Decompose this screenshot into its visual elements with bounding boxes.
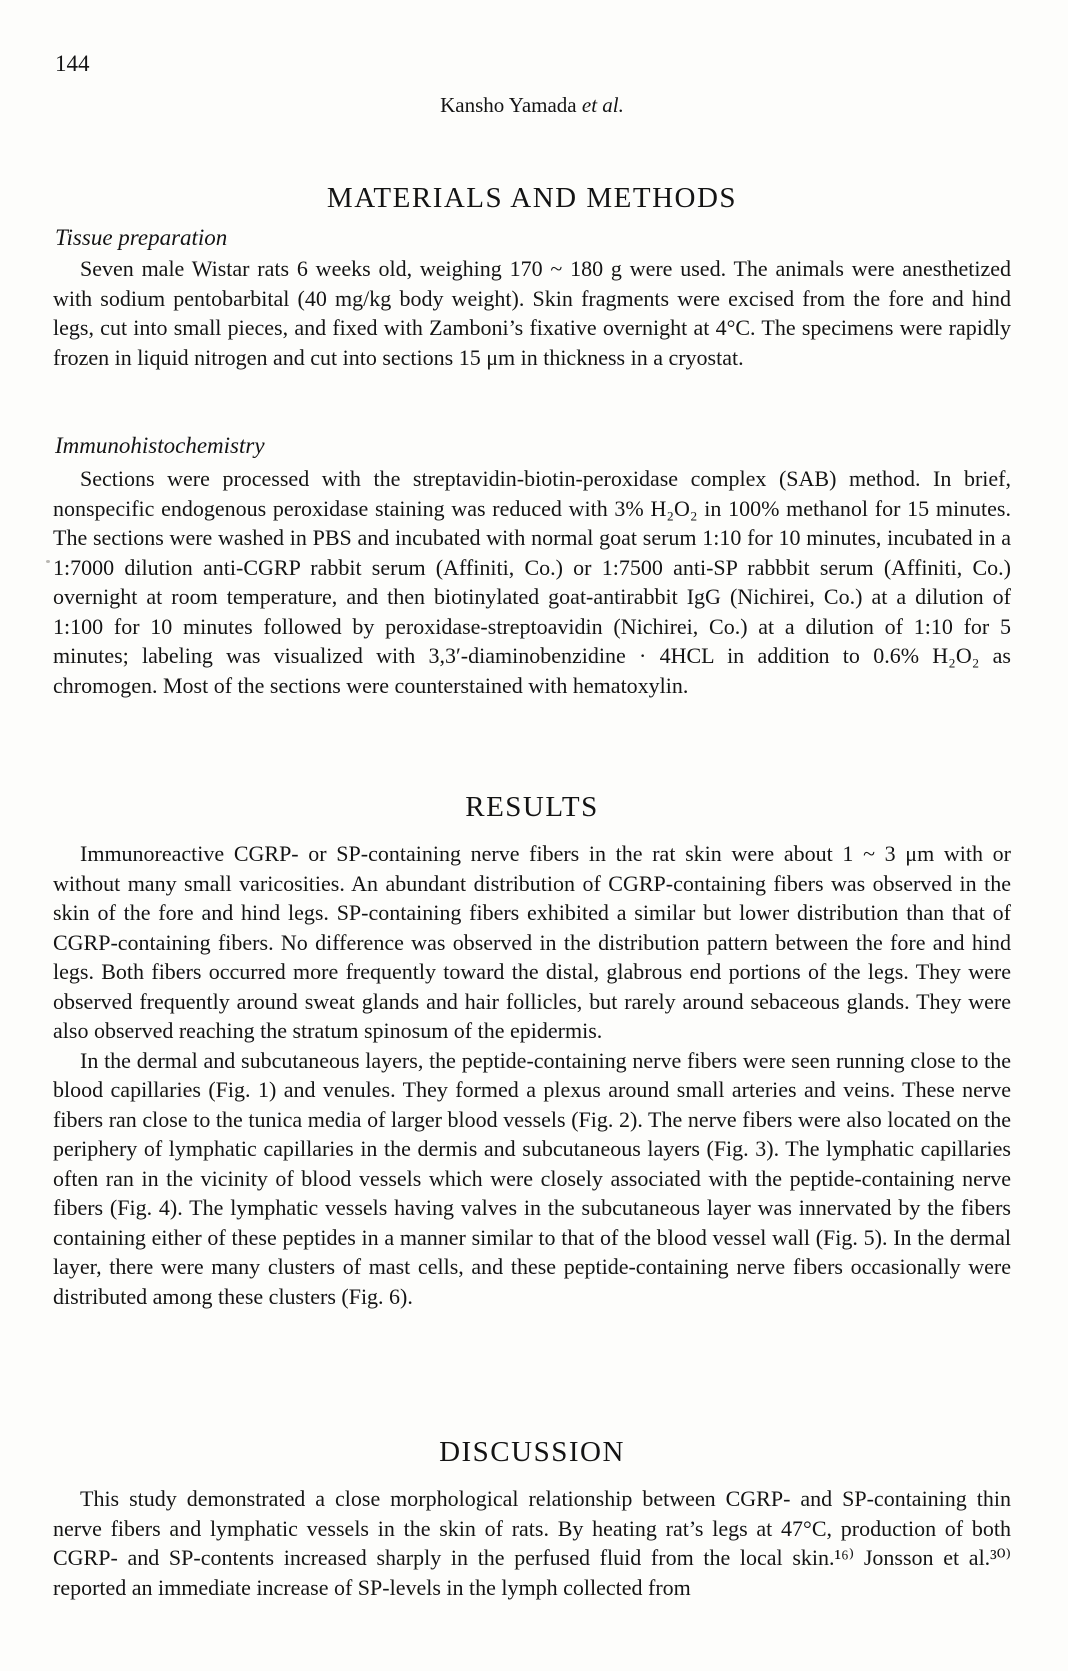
paragraph-block-immunohistochemistry	[53, 464, 1011, 700]
paragraph-discussion-1: This study demonstrated a close morphological relationship between CGRP- and SP-containing thin nerve fibers and lymphatic vessels in the skin of rats. By heating rat’s legs at 47°C, production of both CGRP- and SP-contents increased sharply in the perfused fluid from the local skin.¹⁶⁾ Jonsson et al.³⁰⁾ reported an immediate increase of SP-levels in the lymph collected from	[53, 1486, 1011, 1600]
paragraph-results-2: In the dermal and subcutaneous layers, the peptide-containing nerve fibers were seen running close to the blood capillaries (Fig. 1) and venules. They formed a plexus around small arteries and veins. These nerve fibers ran close to the tunica media of larger blood vessels (Fig. 2). The nerve fibers were also located on the periphery of lymphatic capillaries in the dermis and subcutaneous layers (Fig. 3). The lymphatic capillaries often ran in the vicinity of blood vessels which were closely associated with the peptide-containing nerve fibers (Fig. 4). The lymphatic vessels having valves in the subcutaneous layer was innervated by the fibers containing either of these peptides in a manner similar to that of the blood vessel wall (Fig. 5). In the dermal layer, there were many clusters of mast cells, and these peptide-containing nerve fibers occasionally were distributed among these clusters (Fig. 6).	[53, 1047, 1011, 1309]
paragraph-block-tissue-preparation	[53, 254, 1011, 372]
section-heading-discussion: DISCUSSION	[439, 1436, 625, 1468]
subsection-heading-tissue-preparation: Tissue preparation	[55, 225, 228, 250]
scan-speck-artifact	[46, 560, 50, 563]
running-head	[53, 95, 1011, 116]
paragraph-results-1: Immunoreactive CGRP- or SP-containing nerve fibers in the rat skin were about 1 ~ 3 μm with or without many small varicosities. An abundant distribution of CGRP-containing fibers was observed in the skin of the fore and hind legs. SP-containing fibers exhibited a similar but lower distribution than that of CGRP-containing fibers. No difference was observed in the distribution pattern between the fore and hind legs. Both fibers occurred more frequently toward the distal, glabrous end portions of the legs. They were observed frequently around sweat glands and hair follicles, but rarely around sebaceous glands. They were also observed reaching the stratum spinosum of the epidermis.	[53, 841, 1011, 1043]
page-number: 144	[55, 51, 90, 76]
paragraph-block-discussion	[53, 1484, 1011, 1602]
paragraph-immunohistochemistry: Sections were processed with the streptavidin-biotin-peroxidase complex (SAB) method. In brief, nonspecific endogenous peroxidase staining was reduced with 3% H₂O₂ in 100% methanol for 15 minutes. The sections were washed in PBS and incubated with normal goat serum 1:10 for 10 minutes, incubated in a 1:7000 dilution anti-CGRP rabbit serum (Affiniti, Co.) or 1:7500 anti-SP rabbbit serum (Affiniti, Co.) overnight at room temperature, and then biotinylated goat-antirabbit IgG (Nichirei, Co.) at a dilution of 1:100 for 10 minutes followed by peroxidase-streptoavidin (Nichirei, Co.) at a dilution of 1:10 for 5 minutes; labeling was visualized with 3,3′-diaminobenzidine · 4HCL in addition to 0.6% H₂O₂ as chromogen. Most of the sections were counterstained with hematoxylin.	[53, 466, 1011, 698]
running-head-authors: Kansho Yamada	[440, 93, 582, 117]
paragraph-tissue-preparation: Seven male Wistar rats 6 weeks old, weighing 170 ~ 180 g were used. The animals were anesthetized with sodium pentobarbital (40 mg/kg body weight). Skin fragments were excised from the fore and hind legs, cut into small pieces, and fixed with Zamboni’s fixative overnight at 4°C. The specimens were rapidly frozen in liquid nitrogen and cut into sections 15 μm in thickness in a cryostat.	[53, 256, 1011, 370]
running-head-etal: et al.	[581, 93, 624, 117]
section-heading-results: RESULTS	[465, 791, 599, 823]
paragraph-block-results	[53, 839, 1011, 1311]
subsection-heading-immunohistochemistry: Immunohistochemistry	[55, 433, 265, 458]
section-heading-materials-and-methods: MATERIALS AND METHODS	[326, 182, 738, 214]
